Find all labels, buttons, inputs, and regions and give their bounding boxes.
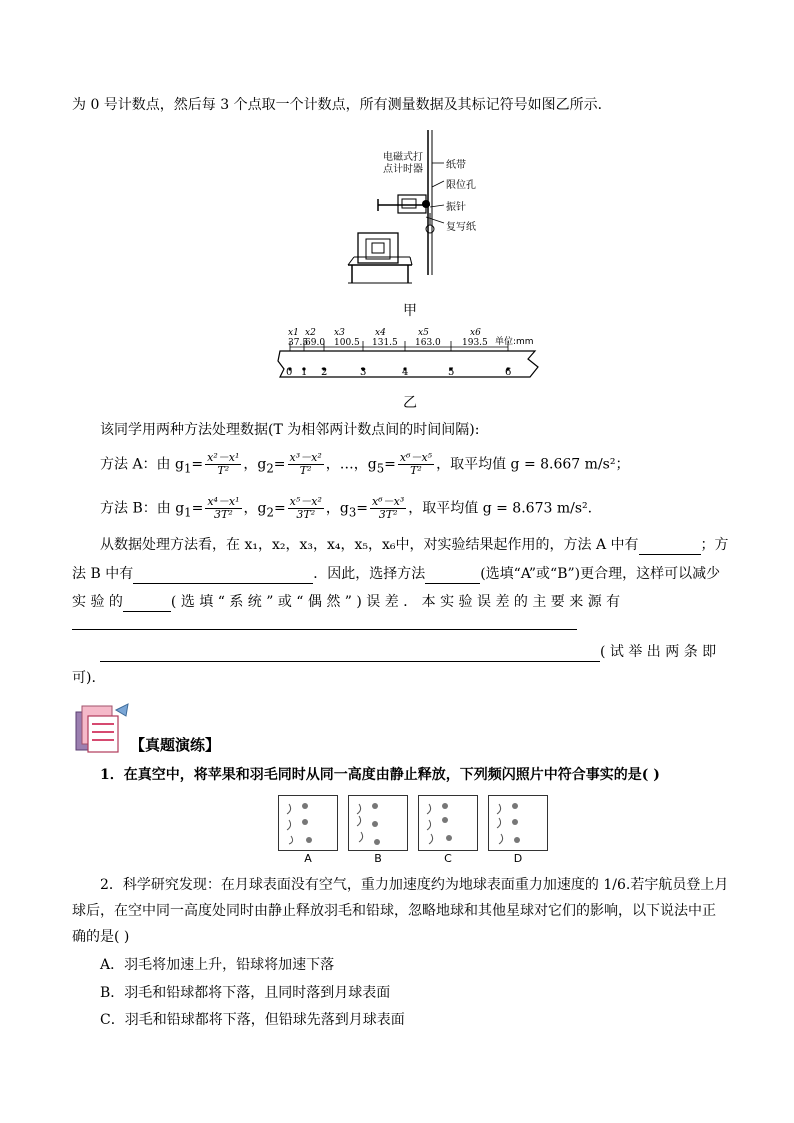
seg-name-x1: x1 [288,328,299,338]
para3-text-b: ( 选 填 “ 系 统 ” 或 “ 偶 然 ” ) 误 差 ． 本 实 验 误 差 的 主 要 来 源 有 [170,594,621,610]
para1-text-a: 从数据处理方法看，在 x₁，x₂，x₃，x₄，x₅，x₆中，对实验结果起作用的，方法 A 中有 [100,537,639,553]
method-b-line: 方法 B：由 $g_1=$ $\frac{\text{x⁴－x¹}}{\text{3T²}}$ ，$g_2=$ $\frac{\text{x⁵－x²}}{\text{3T²}}$ ，$g_3=$ $\frac{\text{x⁶－x³}}{\text{3T²}}$ ，取平均值 g = 8.673 m/s². [100,495,593,521]
q1-option-b-label: B [374,852,382,865]
section-title: 【真题演练】 [130,736,221,754]
answer-blank-2[interactable] [133,569,313,584]
q2-line-1: 2．科学研究发现：在月球表面没有空气，重力加速度约为地球表面重力加速度的 1/6.若宇航员登上月 [100,877,729,893]
intro-text: 为 0 号计数点，然后每 3 个点取一个计数点，所有测量数据及其标记符号如图乙所示． [72,97,612,113]
q1-photo-b[interactable] [348,795,408,851]
q1-option-a-label: A [304,852,312,865]
q2-line-2: 球后，在空中同一高度处同时由静止释放羽毛和铅球，忽略地球和其他星球对它们的影响，以下说法中正 [72,903,716,919]
para-line-3 [72,592,620,612]
para5-text-b: ( 试 举 出 两 条 即 [600,644,717,660]
strobe-photo-d [489,796,547,850]
point-5: 5 [448,367,455,378]
seg-value-5: 163.0 [415,338,441,348]
q1-text: 1．在真空中，将苹果和羽毛同时从同一高度由静止释放，下列频闪照片中符合事实的是( ) [100,767,660,783]
needle-label: 振针 [446,202,466,213]
timer-label-line2: 点计时器 [383,164,423,175]
method-b-prefix: 方法 B：由 g [100,500,185,517]
strobe-photo-b [349,796,407,850]
point-3: 3 [360,367,367,378]
seg-value-6: 193.5 [462,338,488,348]
method-a-line: 方法 A：由 $g_1=$ $\frac{\text{x²－x¹}}{\text{T²}}$ ，$g_2=$ $\frac{\text{x³－x²}}{\text{T²}}$ ，…，$g_5=$ $\frac{\text{x⁶－x⁵}}{\text{T²}}$ ，取平均值 g = 8.667 m/s²； [100,451,630,477]
seg-name-x6: x6 [470,328,481,338]
carbon-paper-label: 复写纸 [446,222,476,233]
point-4: 4 [402,367,409,378]
point-2: 2 [321,367,328,378]
answer-blank-5[interactable] [72,629,577,630]
q1-photo-a[interactable] [278,795,338,851]
q2-option-b[interactable]: B．羽毛和铅球都将下落，且同时落到月球表面 [100,985,391,1001]
method-a-prefix: 方法 A：由 g [100,456,184,473]
point-1: 1 [301,367,308,378]
para-line-1 [100,535,729,555]
answer-blank-6[interactable] [100,647,600,662]
para-line-2 [72,564,720,584]
strobe-photo-a [279,796,337,850]
para-line-5 [100,642,716,662]
q1-option-d-label: D [513,852,523,865]
q1-option-c-label: C [444,852,452,865]
method-b-avg: ，取平均值 g = 8.673 m/s². [408,500,593,517]
seg-name-x4: x4 [375,328,386,338]
para2-text-a: 法 B 中有 [72,566,134,582]
seg-value-3: 100.5 [334,338,360,348]
tape-label: 纸带 [446,160,466,171]
seg-name-x5: x5 [418,328,429,338]
figure-jia-caption: 甲 [403,303,417,319]
q1-photo-c[interactable] [418,795,478,851]
limit-hole-label: 限位孔 [446,180,476,191]
q1-photo-d[interactable] [488,795,548,851]
q2-line-3: 确的是( ) [72,929,130,945]
point-6: 6 [505,367,512,378]
timer-label-line1: 电磁式打 [383,152,423,163]
method-intro: 该同学用两种方法处理数据(T 为相邻两计数点间的时间间隔): [100,422,480,438]
para3-text-a: 实 验 的 [72,594,123,610]
figure-yi-caption: 乙 [403,395,417,411]
q2-option-c[interactable]: C．羽毛和铅球都将下落，但铅球先落到月球表面 [100,1012,405,1028]
answer-blank-1[interactable] [639,540,701,555]
q2-option-a[interactable]: A．羽毛将加速上升，铅球将加速下落 [100,957,335,973]
para1-text-b: ；方 [700,537,729,553]
seg-name-x2: x2 [305,328,316,338]
para2-text-c: (选填“A”或“B”)更合理，这样可以减少 [480,566,721,582]
timer-label [383,152,423,176]
seg-value-4: 131.5 [372,338,398,348]
answer-blank-3[interactable] [425,569,480,584]
answer-blank-4[interactable] [123,597,171,612]
seg-value-2: 69.0 [305,338,326,348]
point-0: 0 [286,367,293,378]
seg-name-x3: x3 [334,328,345,338]
para-line-6: 可). [72,670,96,686]
method-a-avg: ，取平均值 g = 8.667 m/s²； [436,456,630,473]
para2-text-b: ．因此，选择方法 [313,566,426,582]
strobe-photo-c [419,796,477,850]
practice-section-icon [72,702,132,754]
seg-value-1: 37.5 [288,338,309,348]
tape-unit: 单位:mm [495,337,534,347]
